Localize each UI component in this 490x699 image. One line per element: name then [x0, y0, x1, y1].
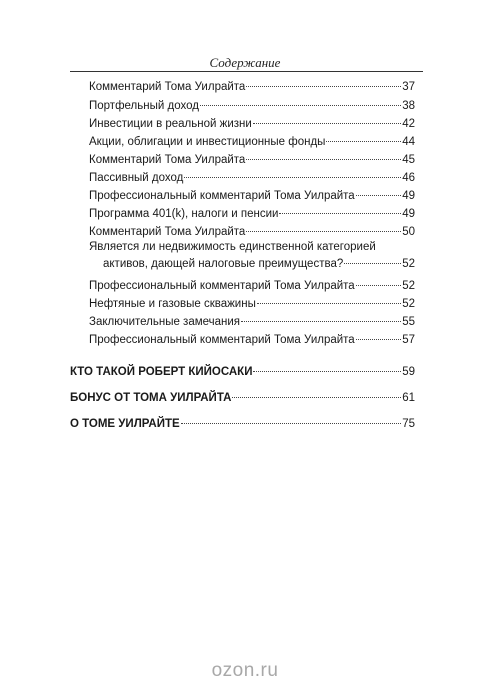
toc-entry-label: Заключительные замечания	[89, 316, 241, 328]
toc-entry-page: 45	[402, 154, 415, 166]
toc-entry-label: Профессиональный комментарий Тома Уилрайта	[89, 280, 355, 292]
toc-leader-dots	[246, 219, 401, 232]
toc-entry-label: Комментарий Тома Уилрайта	[89, 154, 246, 166]
toc-entry-page: 52	[402, 298, 415, 310]
toc-chapter-entry	[70, 388, 415, 405]
toc-leader-dots	[344, 251, 401, 264]
toc-chapter-label: БОНУС ОТ ТОМА УИЛРАЙТА	[70, 392, 232, 404]
toc-entry-page: 52	[402, 258, 415, 270]
toc-entry-page: 38	[402, 100, 415, 112]
toc-entry-label: Нефтяные и газовые скважины	[89, 298, 256, 310]
toc-entry-label: Комментарий Тома Уилрайта	[89, 81, 246, 93]
toc-entry-line2	[89, 254, 415, 271]
toc-entry-page: 52	[402, 280, 415, 292]
toc-entry	[89, 330, 415, 347]
toc-entry	[89, 222, 415, 239]
toc-entry-page: 49	[402, 208, 415, 220]
toc-leader-dots	[241, 309, 401, 322]
toc-entry-page: 44	[402, 136, 415, 148]
toc-entry-label: Акции, облигации и инвестиционные фонды	[89, 136, 326, 148]
toc-entry-page: 46	[402, 172, 415, 184]
toc-entry-label: Пассивный доход	[89, 172, 184, 184]
toc-chapter-label: КТО ТАКОЙ РОБЕРТ КИЙОСАКИ	[70, 366, 253, 378]
page-header-title: Содержание	[209, 55, 281, 70]
toc-chapter-page: 61	[402, 392, 415, 404]
toc-leader-dots	[356, 183, 402, 196]
toc-leader-dots	[246, 74, 401, 87]
toc-entry-label: Профессиональный комментарий Тома Уилрайта	[89, 190, 355, 202]
toc-entry-label: Профессиональный комментарий Тома Уилрайта	[89, 334, 355, 346]
toc-leader-dots	[326, 129, 401, 142]
toc-entry-label: Программа 401(k), налоги и пенсии	[89, 208, 279, 220]
toc-leader-dots	[279, 201, 401, 214]
toc-entry-page: 49	[402, 190, 415, 202]
toc-chapter-entry	[70, 414, 415, 431]
toc-entry-label: Инвестиции в реальной жизни	[89, 118, 252, 130]
toc-entry-label-line2: активов, дающей налоговые преимущества?	[103, 258, 344, 270]
toc-leader-dots	[184, 165, 401, 178]
toc-leader-dots	[181, 411, 402, 424]
toc-entry-label: Комментарий Тома Уилрайта	[89, 226, 246, 238]
toc-leader-dots	[257, 291, 401, 304]
toc-entry-page: 50	[402, 226, 415, 238]
ozon-watermark: ozon.ru	[211, 660, 279, 681]
toc-entry-label-line1: Является ли недвижимость единственной категорией	[89, 241, 376, 253]
toc-entry-wrapped	[89, 240, 415, 271]
toc-chapter-entry	[70, 362, 415, 379]
toc-leader-dots	[253, 111, 401, 124]
toc-leader-dots	[356, 273, 402, 286]
toc-entry-page: 57	[402, 334, 415, 346]
toc-leader-dots	[253, 359, 401, 372]
toc-leader-dots	[356, 327, 402, 340]
toc-entry-page: 55	[402, 316, 415, 328]
toc-entry-page: 37	[402, 81, 415, 93]
toc-chapter-page: 75	[402, 418, 415, 430]
toc-leader-dots	[246, 147, 401, 160]
toc-entry-page: 42	[402, 118, 415, 130]
toc-entry	[89, 77, 415, 94]
toc-leader-dots	[200, 93, 401, 106]
toc-chapter-label: О ТОМЕ УИЛРАЙТЕ	[70, 418, 180, 430]
toc-leader-dots	[232, 385, 401, 398]
toc-entry-label: Портфельный доход	[89, 100, 199, 112]
toc-chapter-page: 59	[402, 366, 415, 378]
header-divider	[70, 71, 423, 72]
